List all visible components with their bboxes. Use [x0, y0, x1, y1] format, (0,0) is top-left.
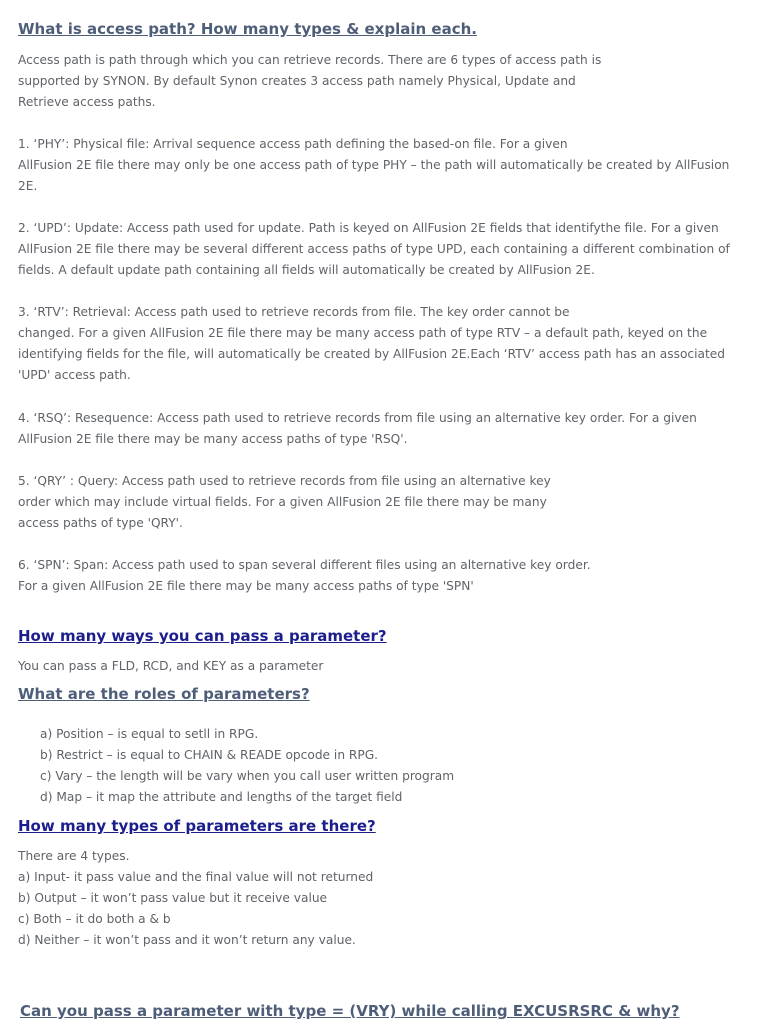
list-item: c) Vary – the length will be vary when you call user written program [40, 769, 455, 783]
paragraph-line: identifying fields for the file, will automatically be created by AllFusion 2E.Each ‘RTV’ access path has an associated [18, 347, 725, 361]
paragraph-line: You can pass a FLD, RCD, and KEY as a parameter [18, 659, 324, 673]
list-item: d) Neither – it won’t pass and it won’t return any value. [18, 933, 356, 947]
paragraph-line: supported by SYNON. By default Synon creates 3 access path namely Physical, Update and [18, 74, 576, 88]
paragraph-line: There are 4 types. [18, 849, 130, 863]
paragraph-line: 1. ‘PHY’: Physical file: Arrival sequence access path defining the based-on file. For a given [18, 137, 568, 151]
paragraph-line: fields. A default update path containing all fields will automatically be created by AllFusion 2E. [18, 263, 595, 277]
list-item: c) Both – it do both a & b [18, 912, 171, 926]
heading-parameter-roles: What are the roles of parameters? [18, 685, 310, 703]
list-item: b) Restrict – is equal to CHAIN & READE opcode in RPG. [40, 748, 379, 762]
paragraph-line: 2E. [18, 179, 38, 193]
paragraph-line: Access path is path through which you can retrieve records. There are 6 types of access path is [18, 53, 602, 67]
list-item: a) Position – is equal to setll in RPG. [40, 727, 259, 741]
paragraph-line: 3. ‘RTV’: Retrieval: Access path used to retrieve records from file. The key order cannot be [18, 305, 570, 319]
list-item: d) Map – it map the attribute and lengths of the target field [40, 790, 403, 804]
paragraph-line: changed. For a given AllFusion 2E file there may be many access path of type RTV – a default path, keyed on the [18, 326, 708, 340]
heading-access-path: What is access path? How many types & explain each. [18, 20, 477, 38]
paragraph-line: AllFusion 2E file there may only be one access path of type PHY – the path will automatically be created by AllFusion [18, 158, 730, 172]
list-item: b) Output – it won’t pass value but it receive value [18, 891, 328, 905]
heading-pass-parameter: How many ways you can pass a parameter? [18, 627, 387, 645]
paragraph-line: For a given AllFusion 2E file there may be many access paths of type 'SPN' [18, 579, 474, 593]
paragraph-line: Retrieve access paths. [18, 95, 156, 109]
paragraph-line: 6. ‘SPN’: Span: Access path used to span several different files using an alternative key order. [18, 558, 591, 572]
paragraph-line: order which may include virtual fields. For a given AllFusion 2E file there may be many [18, 495, 547, 509]
paragraph-line: 4. ‘RSQ’: Resequence: Access path used to retrieve records from file using an alternative key order. For a given [18, 411, 697, 425]
heading-vry-parameter: Can you pass a parameter with type = (VRY) while calling EXCUSRSRC & why? [20, 1002, 680, 1020]
paragraph-line: access paths of type 'QRY'. [18, 516, 183, 530]
paragraph-line: AllFusion 2E file there may be several different access paths of type UPD, each containing a different combination of [18, 242, 730, 256]
paragraph-line: AllFusion 2E file there may be many access paths of type 'RSQ'. [18, 432, 408, 446]
list-item: a) Input- it pass value and the final value will not returned [18, 870, 374, 884]
paragraph-line: 'UPD' access path. [18, 368, 131, 382]
paragraph-line: 5. ‘QRY’ : Query: Access path used to retrieve records from file using an alternative key [18, 474, 551, 488]
paragraph-line: 2. ‘UPD’: Update: Access path used for update. Path is keyed on AllFusion 2E fields that identifythe file. For a given [18, 221, 719, 235]
heading-parameter-types: How many types of parameters are there? [18, 817, 376, 835]
